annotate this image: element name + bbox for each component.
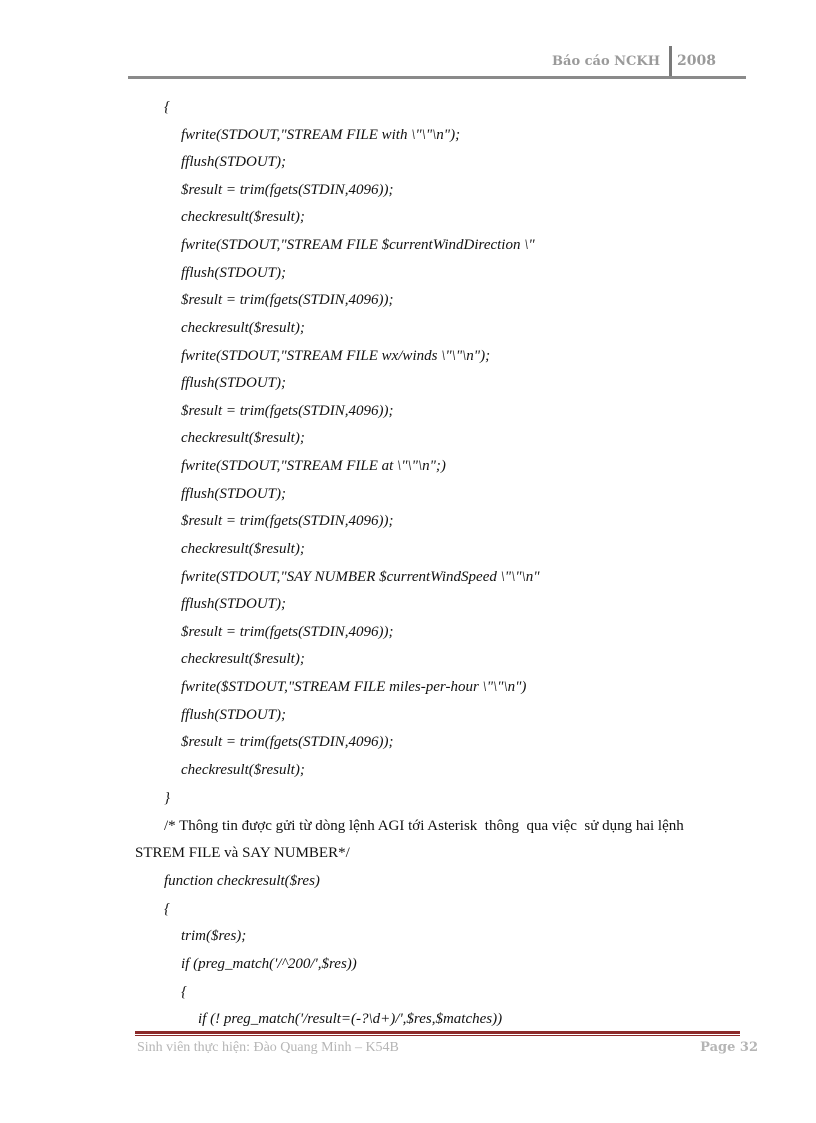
code-line: fwrite(STDOUT,"STREAM FILE wx/winds \"\"\n"); [181, 348, 491, 364]
code-line: fflush(STDOUT); [181, 707, 287, 723]
code-line: $result = trim(fgets(STDIN,4096)); [181, 292, 394, 308]
code-line: checkresult($result); [181, 651, 305, 667]
code-line: fwrite(STDOUT,"SAY NUMBER $currentWindSpeed \"\"\n" [181, 569, 540, 585]
footer-author: Sinh viên thực hiện: Đào Quang Minh – K54B [137, 1040, 399, 1055]
code-line: $result = trim(fgets(STDIN,4096)); [181, 182, 394, 198]
code-line: checkresult($result); [181, 209, 305, 225]
code-line: $result = trim(fgets(STDIN,4096)); [181, 513, 394, 529]
code-line: function checkresult($res) [164, 873, 320, 889]
code-line: $result = trim(fgets(STDIN,4096)); [181, 734, 394, 750]
code-line: $result = trim(fgets(STDIN,4096)); [181, 624, 394, 640]
footer-rule-thin [135, 1035, 740, 1036]
header-title: Báo cáo NCKH [552, 54, 660, 69]
code-line: fflush(STDOUT); [181, 265, 287, 281]
code-line: checkresult($result); [181, 320, 305, 336]
code-line: $result = trim(fgets(STDIN,4096)); [181, 403, 394, 419]
code-line: if (! preg_match('/result=(-?\d+)/',$res,$matches)) [198, 1011, 503, 1027]
page-number: Page 32 [700, 1040, 758, 1055]
code-line: fwrite(STDOUT,"STREAM FILE $currentWindDirection \" [181, 237, 535, 253]
header-separator [669, 46, 672, 76]
code-line: fwrite($STDOUT,"STREAM FILE miles-per-hour \"\"\n") [181, 679, 527, 695]
code-line: } [164, 790, 170, 806]
code-line: checkresult($result); [181, 762, 305, 778]
body-paragraph-line: /* Thông tin được gửi từ dòng lệnh AGI tới Asterisk thông qua việc sử dụng hai lệnh [164, 818, 684, 834]
code-line: fwrite(STDOUT,"STREAM FILE at \"\"\n";) [181, 458, 446, 474]
code-line: { [164, 99, 170, 115]
code-line: trim($res); [181, 928, 247, 944]
code-line: checkresult($result); [181, 541, 305, 557]
header-rule [128, 76, 746, 79]
page-header [128, 44, 746, 80]
code-line: checkresult($result); [181, 430, 305, 446]
code-line: fflush(STDOUT); [181, 154, 287, 170]
code-line: { [164, 901, 170, 917]
code-line: if (preg_match('/^200/',$res)) [181, 956, 357, 972]
footer-rule [135, 1031, 740, 1034]
body-paragraph-line: STREM FILE và SAY NUMBER*/ [135, 845, 350, 861]
code-line: fflush(STDOUT); [181, 596, 287, 612]
code-line: fflush(STDOUT); [181, 375, 287, 391]
code-line: fflush(STDOUT); [181, 486, 287, 502]
code-line: fwrite(STDOUT,"STREAM FILE with \"\"\n"); [181, 127, 461, 143]
header-year: 2008 [677, 53, 716, 69]
code-line: { [181, 984, 187, 1000]
